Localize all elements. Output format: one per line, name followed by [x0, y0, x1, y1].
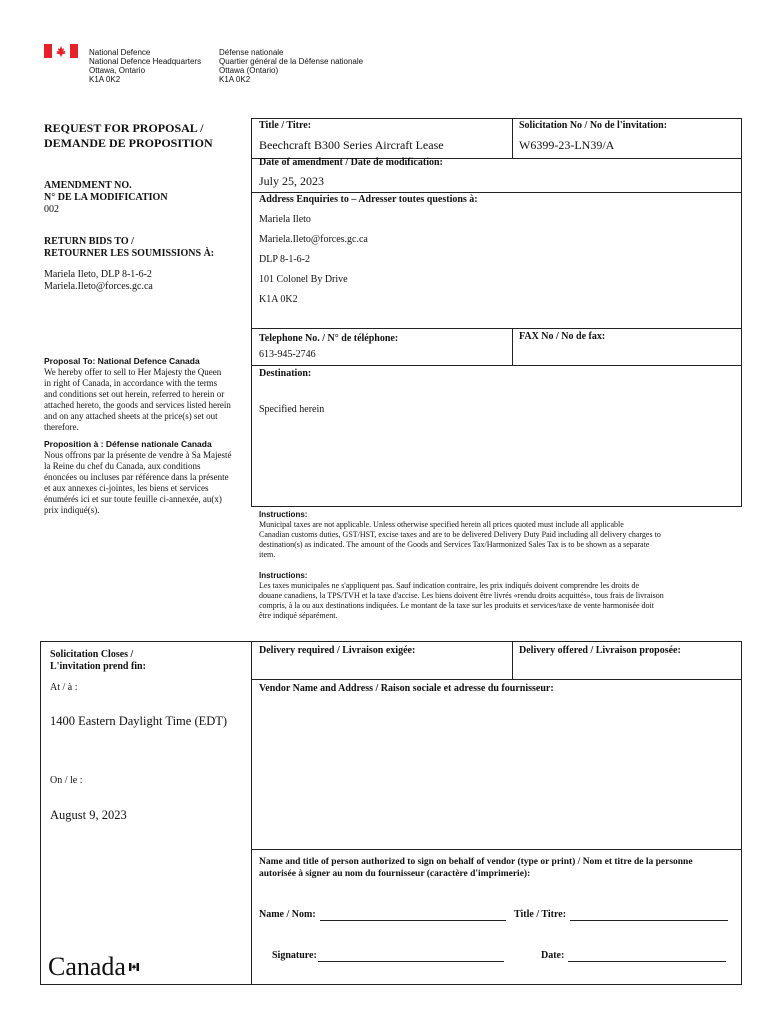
closes-date-value: August 9, 2023: [50, 808, 127, 822]
closes-label-en: Solicitation Closes /: [50, 649, 134, 660]
date-field[interactable]: [568, 951, 726, 962]
return-bids-label-fr: RETOURNER LES SOUMISSIONS À:: [44, 248, 215, 259]
return-bids-email: Mariela.Ileto@forces.gc.ca: [44, 281, 153, 292]
proposal-line: in right of Canada, in accordance with the terms: [44, 378, 218, 388]
amendment-date-value: July 25, 2023: [259, 174, 325, 188]
address-block: [259, 210, 368, 310]
proposition-title: Proposition à : Défense nationale Canada: [44, 439, 212, 449]
return-bids-name: Mariela Ileto, DLP 8-1-6-2: [44, 269, 152, 280]
proposition-line: prix indiqué(s).: [44, 505, 100, 515]
telephone-label: Telephone No. / N° de téléphone:: [259, 333, 399, 344]
authorized-line2: autorisée à signer au nom du fournisseur (caractère d'imprimerie):: [259, 869, 531, 879]
instructions-en-line: destination(s) as indicated. The amount of the Goods and Services Tax/Harmonized Sales Tax is to be shown as a separate: [259, 540, 650, 549]
address-email: Mariela.Ileto@forces.gc.ca: [259, 234, 368, 245]
delivery-offered-label: Delivery offered / Livraison proposée:: [519, 645, 681, 656]
return-bids-block: [44, 236, 214, 293]
amendment-block: [44, 180, 168, 216]
header-fr-line3: Ottawa (Ontario): [219, 66, 279, 75]
telephone-value: 613-945-2746: [259, 349, 316, 360]
amendment-label-en: AMENDMENT NO.: [44, 180, 132, 191]
instructions-fr-title: Instructions:: [259, 571, 308, 580]
address-name: Mariela Ileto: [259, 214, 311, 225]
rfp-heading-en: REQUEST FOR PROPOSAL /: [44, 121, 204, 135]
closes-label: [50, 649, 146, 673]
title-label: Title / Titre:: [259, 120, 312, 131]
title-field-label: Title / Titre:: [514, 909, 567, 920]
instructions-fr-line: être indiqué séparément.: [259, 611, 338, 620]
header-fr-line2: Quartier général de la Défense nationale: [219, 57, 364, 66]
proposition-line: Nous offrons par la présente de vendre à Sa Majesté: [44, 450, 232, 460]
proposal-block: [44, 356, 244, 433]
instructions-en-line: item.: [259, 550, 276, 559]
name-field[interactable]: [320, 910, 506, 921]
signature-label: Signature:: [272, 950, 317, 961]
header-en: [89, 48, 201, 84]
proposition-line: énoncées ou incluses par référence dans la présente: [44, 472, 229, 482]
authorized-line1: Name and title of person authorized to sign on behalf of vendor (type or print) / Nom et titre de la personne: [259, 857, 693, 867]
name-label: Name / Nom:: [259, 909, 316, 920]
return-bids-label-en: RETURN BIDS TO /: [44, 236, 134, 247]
canada-wordmark: [48, 952, 126, 982]
title-field[interactable]: [570, 910, 728, 921]
header-fr-line4: K1A 0K2: [219, 75, 251, 84]
proposition-line: énumérés ici et sur toute feuille ci-annexée, au(x): [44, 494, 222, 504]
closes-at-label: At / à :: [50, 682, 78, 693]
proposition-block: [44, 439, 244, 516]
proposal-line: We hereby offer to sell to Her Majesty the Queen: [44, 367, 222, 377]
instructions-en: [259, 510, 739, 560]
instructions-fr-line: compris, à la ou aux destinations indiquées. Le montant de la taxe sur les produits et services/taxe de vente harmonisée doit: [259, 601, 654, 610]
closes-on-label: On / le :: [50, 775, 83, 786]
header-fr-line1: Défense nationale: [219, 48, 284, 57]
header-fr: [219, 48, 363, 84]
fax-label: FAX No / No de fax:: [519, 331, 606, 342]
rfp-heading-fr: DEMANDE DE PROPOSITION: [44, 136, 213, 150]
solicitation-label: Solicitation No / No de l'invitation:: [519, 120, 668, 131]
header-en-line4: K1A 0K2: [89, 75, 121, 84]
instructions-en-title: Instructions:: [259, 510, 308, 519]
delivery-required-label: Delivery required / Livraison exigée:: [259, 645, 416, 656]
instructions-fr-line: Les taxes municipales ne s'appliquent pas. Sauf indication contraire, les prix indiqués doivent comprendre les droits de: [259, 581, 640, 590]
proposal-line: and on any attached sheets at the price(s) set out: [44, 411, 218, 421]
instructions-en-line: Canadian customs duties, GST/HST, excise taxes and are to be delivered Delivery Duty Paid including all delivery charges to: [259, 530, 661, 539]
instructions-en-line: Municipal taxes are not applicable. Unless otherwise specified herein all prices quoted must include all applicable: [259, 520, 624, 529]
wordmark-flag-icon: [129, 958, 139, 966]
solicitation-number: W6399-23-LN39/A: [519, 138, 615, 152]
proposal-line: and conditions set out herein, referred to herein or: [44, 389, 225, 399]
destination-value: Specified herein: [259, 404, 325, 415]
proposition-line: la Reine du chef du Canada, aux conditions: [44, 461, 201, 471]
proposal-line: therefore.: [44, 422, 79, 432]
address-postal: K1A 0K2: [259, 294, 298, 305]
amendment-label-fr: N° DE LA MODIFICATION: [44, 192, 168, 203]
address-dlp: DLP 8-1-6-2: [259, 254, 311, 265]
solicitation-info-box: [251, 118, 742, 507]
vendor-name-address-label: Vendor Name and Address / Raison sociale et adresse du fournisseur:: [259, 683, 554, 694]
header-en-line3: Ottawa, Ontario: [89, 66, 146, 75]
signature-field[interactable]: [318, 951, 504, 962]
date-label: Date:: [541, 950, 565, 961]
header-en-line1: National Defence: [89, 48, 151, 57]
header-en-line2: National Defence Headquarters: [89, 57, 202, 66]
closes-label-fr: L'invitation prend fin:: [50, 661, 146, 672]
rfp-heading: [44, 121, 213, 151]
address-enquiries-label: Address Enquiries to – Adresser toutes questions à:: [259, 194, 478, 205]
instructions-fr: [259, 571, 739, 621]
address-street: 101 Colonel By Drive: [259, 274, 348, 285]
closes-time-value: 1400 Eastern Daylight Time (EDT): [50, 714, 228, 728]
canada-flag-icon: [44, 44, 78, 58]
proposal-line: attached hereto, the goods and services listed herein: [44, 400, 231, 410]
proposal-title: Proposal To: National Defence Canada: [44, 356, 200, 366]
instructions-fr-line: douane canadiens, la TPS/TVH et la taxe d'accise. Les biens doivent être livrés «rendu droits acquittés», tous frais de livraison: [259, 591, 664, 600]
destination-label: Destination:: [259, 368, 312, 379]
proposition-line: et aux annexes ci-jointes, les biens et services: [44, 483, 209, 493]
amendment-number: 002: [44, 204, 59, 215]
authorized-person-label: [259, 856, 739, 880]
title-value: Beechcraft B300 Series Aircraft Lease: [259, 138, 444, 152]
canada-wordmark-text: Canada: [48, 952, 126, 981]
amendment-date-label: Date of amendment / Date de modification:: [259, 157, 443, 168]
